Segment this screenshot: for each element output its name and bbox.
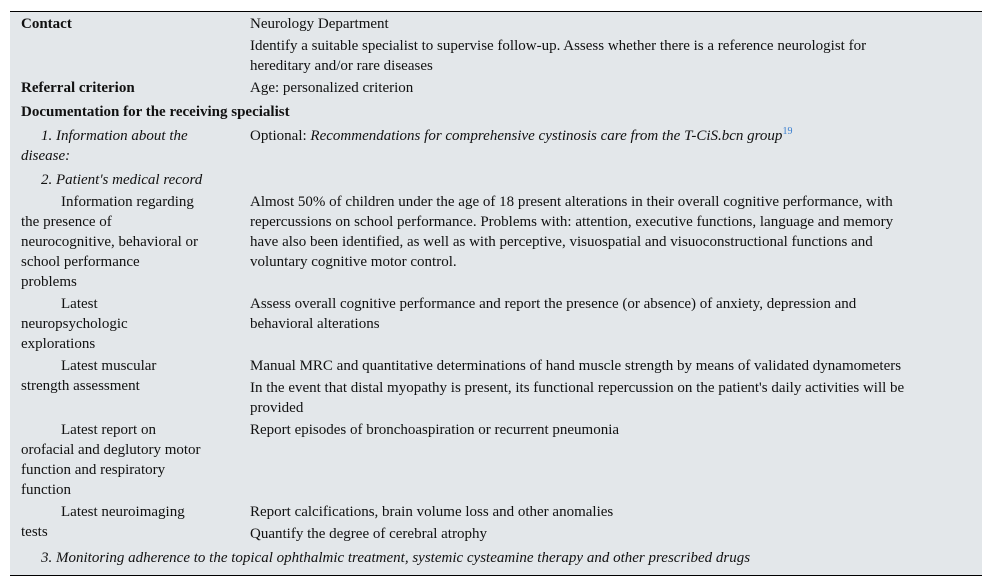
- info-disease-label: 1. Information about the disease:: [21, 128, 188, 164]
- documentation-heading: Documentation for the receiving specialist: [21, 104, 290, 120]
- contact-label: Contact: [21, 16, 72, 32]
- muscular-value-1: Manual MRC and quantitative determinations of hand muscle strength by means of validated dynamometers: [250, 358, 902, 374]
- contact-department: Neurology Department: [250, 16, 389, 32]
- neuroimaging-label: Latest neuroimaging tests: [21, 504, 185, 540]
- medical-record-label: 2. Patient's medical record: [41, 172, 203, 188]
- orofacial-label: Latest report on orofacial and deglutory motor function and respiratory function: [21, 422, 201, 498]
- neurocognitive-label: Information regarding the presence of neurocognitive, behavioral or school performance problems: [21, 194, 199, 290]
- citation-link[interactable]: 19: [782, 126, 793, 137]
- monitoring-label: 3. Monitoring adherence to the topical ophthalmic treatment, systemic cysteamine therapy and other prescribed drugs: [41, 550, 751, 566]
- neuropsych-label: Latest neuropsychologic explorations: [21, 296, 128, 352]
- contact-description: Identify a suitable specialist to supervise follow-up. Assess whether there is a reference neurologist for hereditary and/or rare diseases: [250, 38, 867, 74]
- muscular-label: Latest muscular strength assessment: [21, 358, 157, 394]
- neuroimaging-value-2: Quantify the degree of cerebral atrophy: [250, 526, 487, 542]
- referral-label: Referral criterion: [21, 80, 135, 96]
- referral-table: [10, 11, 982, 576]
- neurocognitive-value: Almost 50% of children under the age of 18 present alterations in their overall cognitive performance, with repercussions on school performance. Problems with: attention, executive functions, language and memory have also been identified, as well as with perceptive, visuospatial and visuoconstructional functions and voluntary cognitive motor control.: [250, 194, 894, 270]
- referral-value: Age: personalized criterion: [250, 80, 414, 96]
- orofacial-value: Report episodes of bronchoaspiration or recurrent pneumonia: [250, 422, 620, 438]
- neuropsych-value: Assess overall cognitive performance and report the presence (or absence) of anxiety, depression and behavioral alterations: [250, 296, 857, 332]
- muscular-value-2: In the event that distal myopathy is present, its functional repercussion on the patient's daily activities will be provided: [250, 380, 905, 416]
- neuroimaging-value-1: Report calcifications, brain volume loss and other anomalies: [250, 504, 614, 520]
- info-disease-value: Optional: Recommendations for comprehensive cystinosis care from the T-CiS.bcn group$^{19}$: [250, 126, 793, 144]
